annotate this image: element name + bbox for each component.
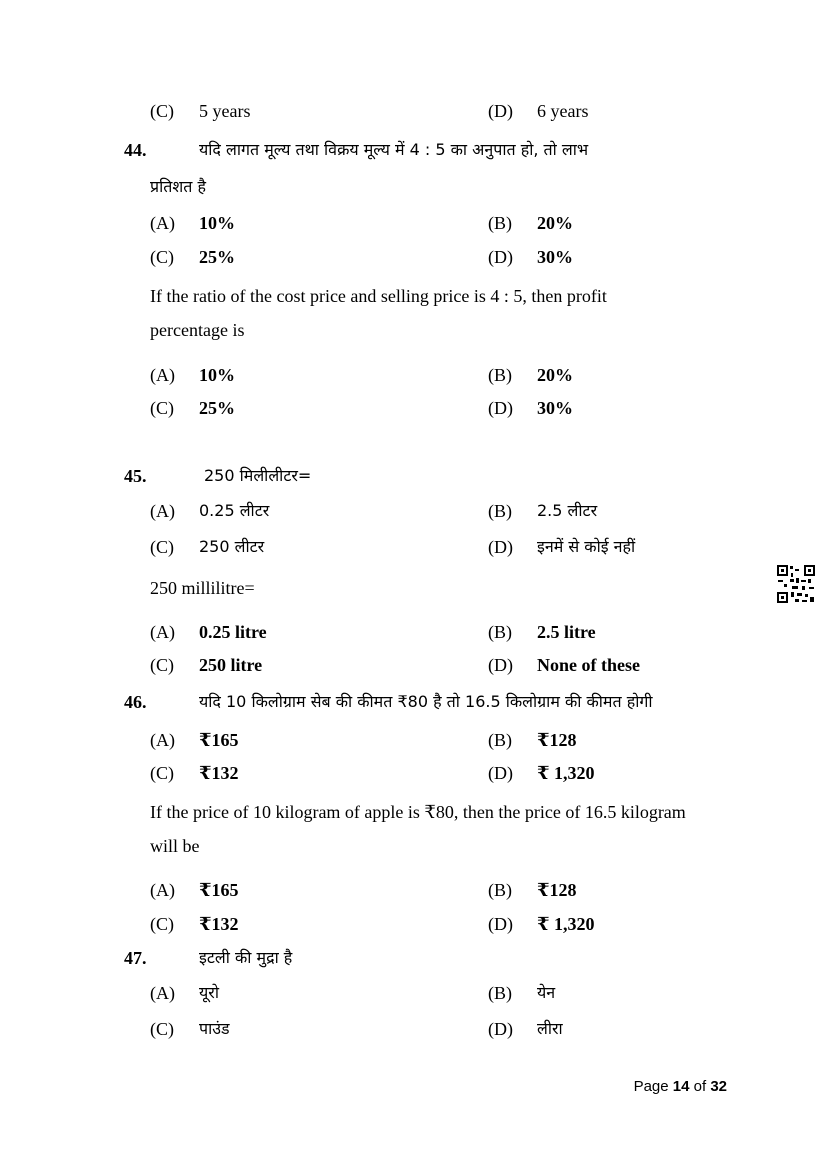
q47-option-d-value: लीरा	[537, 1019, 563, 1038]
q46-en-option-b-label: (B)	[488, 880, 512, 900]
q46-english-line1: If the price of 10 kilogram of apple is ₹80, then the price of 16.5 kilogram	[150, 802, 686, 822]
question-number-45: 45.	[124, 466, 147, 486]
q45-en-option-a-value: 0.25 litre	[199, 622, 267, 642]
page-total: 32	[710, 1078, 727, 1095]
q44-hindi-line2: प्रतिशत है	[150, 177, 206, 196]
q44-english-line1: If the ratio of the cost price and selling price is 4 : 5, then profit	[150, 286, 607, 306]
q46-en-option-c-value: ₹132	[199, 914, 239, 934]
q44-en-option-d-label: (D)	[488, 398, 513, 418]
q45-english-question: 250 millilitre=	[150, 578, 255, 598]
q45-hi-option-b-label: (B)	[488, 501, 512, 521]
q46-en-option-d-label: (D)	[488, 914, 513, 934]
q44-hi-option-a-value: 10%	[199, 213, 235, 233]
q44-en-option-c-value: 25%	[199, 398, 235, 418]
q44-en-option-a-label: (A)	[150, 365, 175, 385]
q46-en-option-d-value: ₹ 1,320	[537, 914, 595, 934]
q47-option-b-label: (B)	[488, 983, 512, 1003]
q47-option-d-label: (D)	[488, 1019, 513, 1039]
q47-option-a-label: (A)	[150, 983, 175, 1003]
q45-hindi-question: 250 मिलीलीटर=	[204, 466, 312, 485]
q47-option-c-label: (C)	[150, 1019, 174, 1039]
question-number-44: 44.	[124, 140, 147, 160]
q46-english-line2: will be	[150, 836, 200, 856]
q45-en-option-b-value: 2.5 litre	[537, 622, 596, 642]
q46-en-option-a-label: (A)	[150, 880, 175, 900]
q47-hindi-question: इटली की मुद्रा है	[199, 948, 293, 967]
q47-option-c-value: पाउंड	[199, 1019, 230, 1038]
page-of: of	[689, 1078, 711, 1095]
question-number-47: 47.	[124, 948, 147, 968]
q45-en-option-c-value: 250 litre	[199, 655, 263, 675]
q44-english-line2: percentage is	[150, 320, 245, 340]
q43-option-c-value: 5 years	[199, 101, 251, 121]
q43-option-d-label: (D)	[488, 101, 513, 121]
page-footer	[634, 1078, 727, 1095]
q44-hi-option-c-value: 25%	[199, 247, 235, 267]
q44-en-option-b-value: 20%	[537, 365, 573, 385]
q44-hi-option-c-label: (C)	[150, 247, 174, 267]
q43-option-d-value: 6 years	[537, 101, 589, 121]
q47-option-a-value: यूरो	[199, 983, 219, 1002]
q46-hi-option-d-label: (D)	[488, 763, 513, 783]
q46-en-option-a-value: ₹165	[199, 880, 239, 900]
q45-hi-option-a-value: 0.25 लीटर	[199, 501, 270, 520]
q45-hi-option-d-label: (D)	[488, 537, 513, 557]
q45-en-option-a-label: (A)	[150, 622, 175, 642]
q47-option-b-value: येन	[537, 983, 556, 1002]
qr-code-icon	[776, 564, 816, 604]
q46-hi-option-c-label: (C)	[150, 763, 174, 783]
q45-hi-option-c-value: 250 लीटर	[199, 537, 265, 556]
q44-hi-option-d-label: (D)	[488, 247, 513, 267]
q44-hindi-line1: यदि लागत मूल्य तथा विक्रय मूल्य में 4 : 5 का अनुपात हो, तो लाभ	[199, 140, 589, 159]
q44-hi-option-b-label: (B)	[488, 213, 512, 233]
q45-en-option-d-value: None of these	[537, 655, 640, 675]
q44-hi-option-d-value: 30%	[537, 247, 573, 267]
question-number-46: 46.	[124, 692, 147, 712]
q46-en-option-b-value: ₹128	[537, 880, 577, 900]
q46-hi-option-a-value: ₹165	[199, 730, 239, 750]
q44-hi-option-b-value: 20%	[537, 213, 573, 233]
q44-en-option-a-value: 10%	[199, 365, 235, 385]
q45-hi-option-c-label: (C)	[150, 537, 174, 557]
q44-en-option-d-value: 30%	[537, 398, 573, 418]
q46-hi-option-a-label: (A)	[150, 730, 175, 750]
q45-hi-option-b-value: 2.5 लीटर	[537, 501, 598, 520]
q46-en-option-c-label: (C)	[150, 914, 174, 934]
q45-en-option-b-label: (B)	[488, 622, 512, 642]
q46-hi-option-d-value: ₹ 1,320	[537, 763, 595, 783]
q44-hi-option-a-label: (A)	[150, 213, 175, 233]
q44-en-option-b-label: (B)	[488, 365, 512, 385]
page-prefix: Page	[633, 1078, 673, 1095]
q46-hi-option-b-label: (B)	[488, 730, 512, 750]
q46-hi-option-c-value: ₹132	[199, 763, 239, 783]
q44-en-option-c-label: (C)	[150, 398, 174, 418]
q45-en-option-c-label: (C)	[150, 655, 174, 675]
q46-hindi-question: यदि 10 किलोग्राम सेब की कीमत ₹80 है तो 16.5 किलोग्राम की कीमत होगी	[199, 692, 653, 711]
q45-hi-option-a-label: (A)	[150, 501, 175, 521]
page-current: 14	[672, 1078, 690, 1095]
q46-hi-option-b-value: ₹128	[537, 730, 577, 750]
q43-option-c-label: (C)	[150, 101, 174, 121]
q45-hi-option-d-value: इनमें से कोई नहीं	[537, 537, 636, 556]
q45-en-option-d-label: (D)	[488, 655, 513, 675]
